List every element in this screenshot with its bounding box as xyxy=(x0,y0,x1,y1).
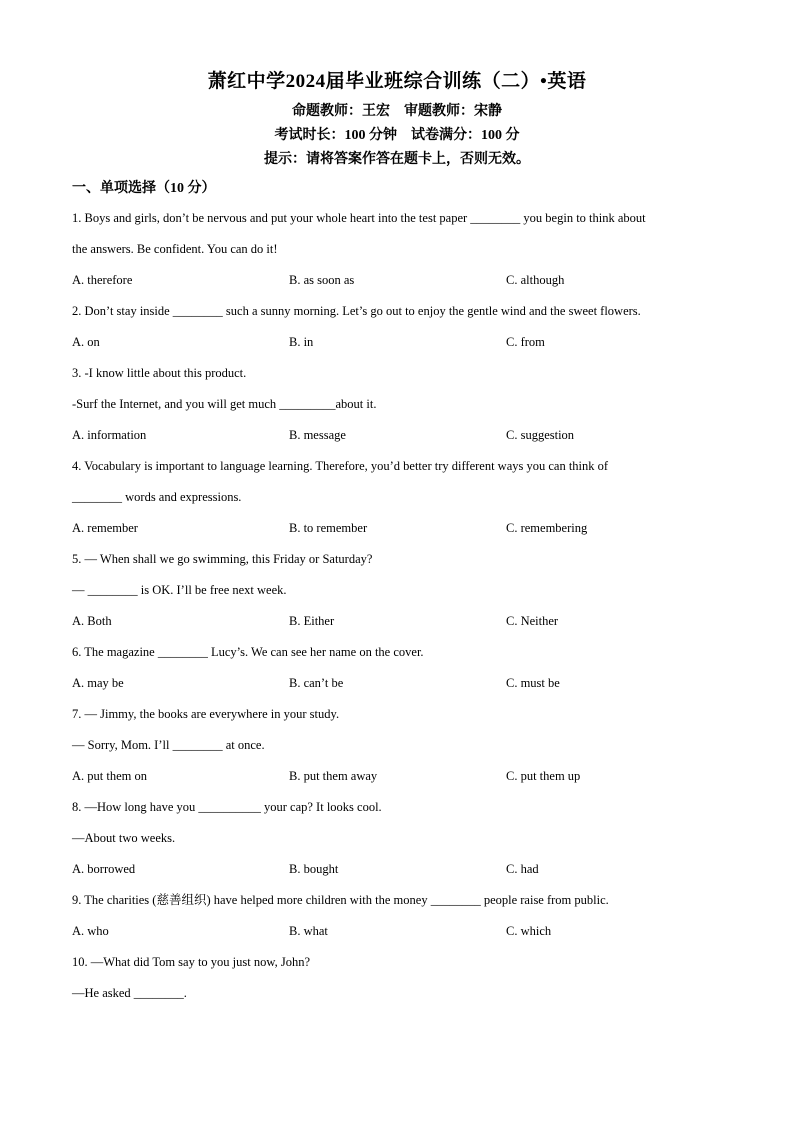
exam-header xyxy=(0,64,794,172)
teachers-line xyxy=(0,100,794,124)
exam-title: 萧红中学2024届毕业班综合训练（二）•英语 xyxy=(207,71,587,92)
option-b: B. to remember xyxy=(289,521,368,535)
exam-full-score: 试卷满分：100 分 xyxy=(411,128,520,143)
options-row xyxy=(72,854,732,885)
options-row xyxy=(72,668,732,699)
question-6 xyxy=(72,637,732,699)
question-line: — ________ is OK. I’ll be free next week. xyxy=(72,583,287,597)
question-2 xyxy=(72,296,732,358)
options-row xyxy=(72,513,732,544)
option-b: B. message xyxy=(289,428,346,442)
options-row xyxy=(72,916,732,947)
option-a: A. borrowed xyxy=(72,862,136,876)
question-line: 10. —What did Tom say to you just now, John? xyxy=(72,955,311,969)
option-c: C. put them up xyxy=(506,769,581,783)
option-a: A. on xyxy=(72,335,100,349)
question-line: -Surf the Internet, and you will get much _________about it. xyxy=(72,397,377,411)
question-1 xyxy=(72,203,732,296)
question-line: 2. Don’t stay inside ________ such a sunny morning. Let’s go out to enjoy the gentle wind and the sweet flowers. xyxy=(72,304,641,318)
question-5 xyxy=(72,544,732,637)
answer-notice: 提示：请将答案作答在题卡上，否则无效。 xyxy=(264,152,530,167)
option-b: B. what xyxy=(289,924,328,938)
option-c: C. remembering xyxy=(506,521,588,535)
options-row xyxy=(72,606,732,637)
setter-teacher: 命题教师：王宏 xyxy=(292,104,390,119)
option-a: A. remember xyxy=(72,521,138,535)
exam-info-line xyxy=(0,124,794,148)
option-b: B. as soon as xyxy=(289,273,355,287)
options-row xyxy=(72,327,732,358)
options-row xyxy=(72,265,732,296)
option-c: C. suggestion xyxy=(506,428,575,442)
option-a: A. information xyxy=(72,428,147,442)
question-line: —About two weeks. xyxy=(72,831,176,845)
question-line: 5. — When shall we go swimming, this Friday or Saturday? xyxy=(72,552,373,566)
question-line: 9. The charities (慈善组织) have helped more children with the money ________ people raise from public. xyxy=(72,893,609,907)
option-a: A. therefore xyxy=(72,273,133,287)
question-10 xyxy=(72,947,732,1009)
exam-duration: 考试时长：100 分钟 xyxy=(274,128,397,143)
option-c: C. Neither xyxy=(506,614,559,628)
option-c: C. which xyxy=(506,924,552,938)
option-b: B. bought xyxy=(289,862,339,876)
question-line: 1. Boys and girls, don’t be nervous and put your whole heart into the test paper ________ you begin to think about xyxy=(72,211,646,225)
option-b: B. can’t be xyxy=(289,676,344,690)
option-c: C. must be xyxy=(506,676,560,690)
option-a: A. who xyxy=(72,924,109,938)
option-c: C. although xyxy=(506,273,565,287)
question-line: 7. — Jimmy, the books are everywhere in your study. xyxy=(72,707,340,721)
question-line: 3. -I know little about this product. xyxy=(72,366,247,380)
question-line: 4. Vocabulary is important to language learning. Therefore, you’d better try different ways you can think of xyxy=(72,459,609,473)
question-line: —He asked ________. xyxy=(72,986,187,1000)
option-a: A. put them on xyxy=(72,769,147,783)
question-line: — Sorry, Mom. I’ll ________ at once. xyxy=(72,738,265,752)
section-heading-single-choice: 一、单项选择（10 分） xyxy=(72,181,216,196)
question-line: ________ words and expressions. xyxy=(72,490,242,504)
question-7 xyxy=(72,699,732,792)
question-line: 8. —How long have you __________ your cap? It looks cool. xyxy=(72,800,382,814)
question-line: the answers. Be confident. You can do it! xyxy=(72,242,278,256)
option-a: A. Both xyxy=(72,614,112,628)
options-row xyxy=(72,420,732,451)
option-c: C. from xyxy=(506,335,545,349)
option-b: B. in xyxy=(289,335,314,349)
exam-content xyxy=(72,175,732,1009)
options-row xyxy=(72,761,732,792)
option-a: A. may be xyxy=(72,676,124,690)
question-4 xyxy=(72,451,732,544)
question-9 xyxy=(72,885,732,947)
option-b: B. put them away xyxy=(289,769,378,783)
option-c: C. had xyxy=(506,862,539,876)
reviewer-teacher: 审题教师：宋静 xyxy=(404,104,502,119)
option-b: B. Either xyxy=(289,614,335,628)
question-line: 6. The magazine ________ Lucy’s. We can see her name on the cover. xyxy=(72,645,424,659)
question-3 xyxy=(72,358,732,451)
question-8 xyxy=(72,792,732,885)
